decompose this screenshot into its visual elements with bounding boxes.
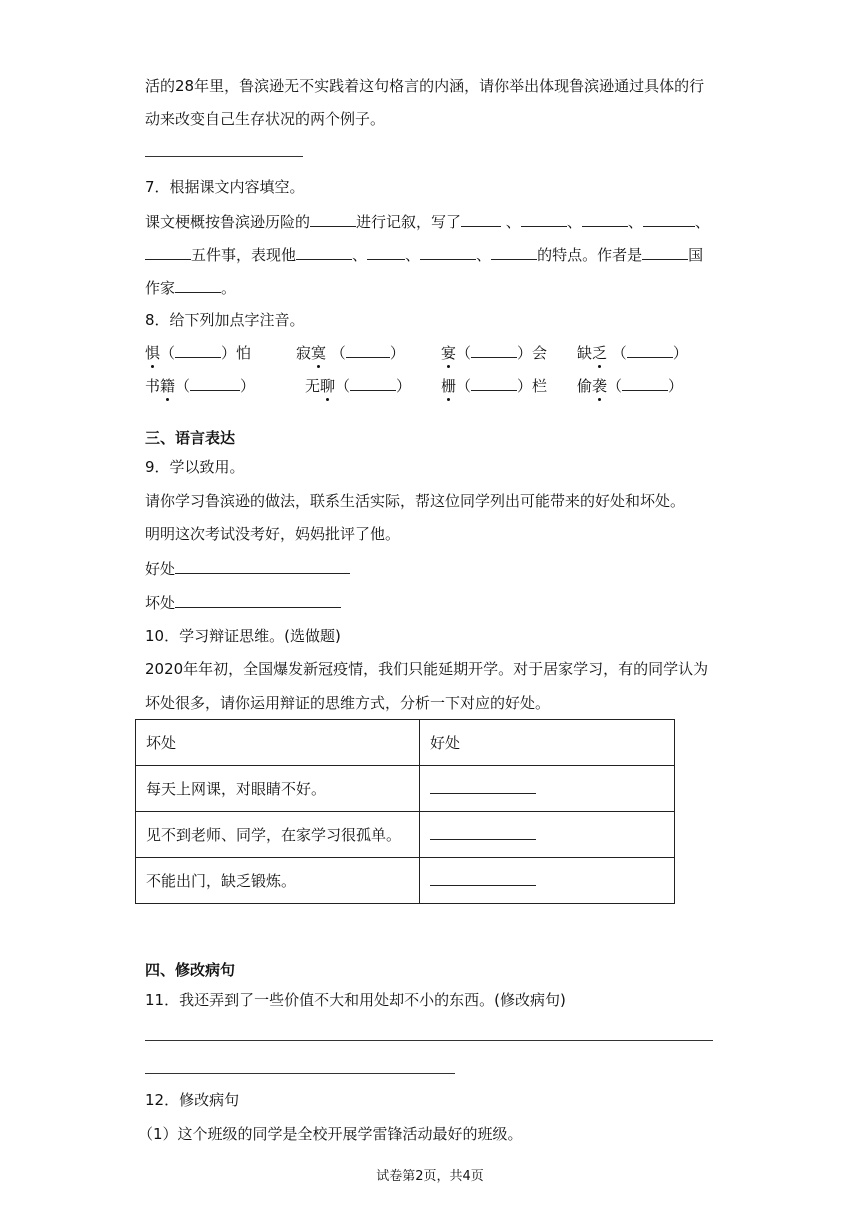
- pinyin-item: [577, 342, 688, 363]
- pinyin-blank[interactable]: [346, 342, 390, 358]
- answer-table: [135, 719, 675, 904]
- answer-cell[interactable]: [420, 858, 675, 904]
- paren: （: [335, 377, 351, 395]
- dotted-char: 宴: [441, 344, 457, 362]
- intro-line-1: 活的28年里，鲁滨逊无不实践着这句格言的内涵，请你举出体现鲁滨逊通过具体的行: [145, 77, 705, 95]
- fill-blank[interactable]: [461, 211, 501, 227]
- table-cell: 见不到老师、同学，在家学习很孤单。: [136, 812, 420, 858]
- pinyin-item: [145, 375, 255, 396]
- paren: （: [456, 377, 472, 395]
- answer-line[interactable]: [145, 1073, 455, 1074]
- q7-line-3: [145, 277, 236, 298]
- pinyin-blank[interactable]: [471, 342, 517, 358]
- q7-text: 作家: [145, 279, 176, 297]
- fill-blank[interactable]: [491, 244, 537, 260]
- char: 偷: [577, 377, 593, 395]
- pinyin-item: [296, 342, 405, 363]
- q7-title: 7．根据课文内容填空。: [145, 178, 305, 196]
- pinyin-blank[interactable]: [627, 342, 673, 358]
- table-cell: 每天上网课，对眼睛不好。: [136, 766, 420, 812]
- section-heading: 四、修改病句: [145, 961, 236, 979]
- q9-text: 请你学习鲁滨逊的做法，联系生活实际，帮这位同学列出可能带来的好处和坏处。: [145, 492, 686, 510]
- fill-blank[interactable]: [145, 244, 191, 260]
- fill-blank[interactable]: [420, 244, 476, 260]
- paren: ）栏: [517, 377, 548, 395]
- paren: ）: [672, 344, 688, 362]
- char: 寂: [296, 344, 312, 362]
- fill-blank[interactable]: [367, 244, 405, 260]
- paren: ）: [668, 377, 684, 395]
- fill-blank[interactable]: [582, 211, 628, 227]
- pinyin-item: [577, 375, 683, 396]
- paren: （: [160, 344, 176, 362]
- table-row: [136, 858, 675, 904]
- bad-label: 坏处: [145, 594, 176, 612]
- table-row: [136, 766, 675, 812]
- pinyin-blank[interactable]: [190, 375, 240, 391]
- q10-text: 坏处很多，请你运用辩证的思维方式，分析一下对应的好处。: [145, 694, 551, 712]
- cell-answer-blank[interactable]: [430, 873, 536, 886]
- q7-text: 。: [221, 279, 237, 297]
- pinyin-item: [145, 342, 251, 363]
- dotted-char: 栅: [441, 377, 457, 395]
- paren: ）怕: [221, 344, 252, 362]
- char: 无: [305, 377, 321, 395]
- section-heading: 三、语言表达: [145, 429, 236, 447]
- answer-cell[interactable]: [420, 766, 675, 812]
- cell-answer-blank[interactable]: [430, 781, 536, 794]
- q7-text: 五件事，表现他: [191, 246, 297, 264]
- pinyin-blank[interactable]: [350, 375, 396, 391]
- paren: ）: [240, 377, 256, 395]
- answer-line[interactable]: [145, 156, 303, 157]
- separator: 、: [694, 213, 710, 231]
- paren: ）会: [517, 344, 548, 362]
- paren: ）: [396, 377, 412, 395]
- cell-answer-blank[interactable]: [430, 827, 536, 840]
- paren: （: [326, 344, 346, 362]
- header-cell: 好处: [420, 720, 675, 766]
- pinyin-blank[interactable]: [471, 375, 517, 391]
- q7-text: 课文梗概按鲁滨逊历险的: [145, 213, 311, 231]
- q7-text: 国: [688, 246, 704, 264]
- paren: （: [175, 377, 191, 395]
- q7-text: 的特点。作者是: [537, 246, 643, 264]
- fill-blank[interactable]: [521, 211, 567, 227]
- table-cell: 不能出门，缺乏锻炼。: [136, 858, 420, 904]
- separator: 、: [405, 246, 421, 264]
- pinyin-item: [441, 375, 547, 396]
- pinyin-blank[interactable]: [622, 375, 668, 391]
- q9-title: 9．学以致用。: [145, 458, 245, 476]
- separator: 、: [501, 213, 521, 231]
- q7-line-1: [145, 211, 710, 232]
- good-label: 好处: [145, 560, 176, 578]
- answer-line[interactable]: [145, 1040, 713, 1041]
- dotted-char: 籍: [160, 377, 176, 395]
- page-footer: 试卷第2页，共4页: [376, 1169, 484, 1184]
- separator: 、: [566, 213, 582, 231]
- char: 书: [145, 377, 161, 395]
- pinyin-item: [441, 342, 547, 363]
- fill-blank[interactable]: [643, 211, 695, 227]
- fill-blank[interactable]: [310, 211, 356, 227]
- q8-title: 8．给下列加点字注音。: [145, 311, 305, 329]
- q9-text: 明明这次考试没考好，妈妈批评了他。: [145, 525, 401, 543]
- q7-text: 进行记叙，写了: [356, 213, 462, 231]
- dotted-char: 惧: [145, 344, 161, 362]
- separator: 、: [627, 213, 643, 231]
- separator: 、: [476, 246, 492, 264]
- dotted-char: 聊: [320, 377, 336, 395]
- answer-cell[interactable]: [420, 812, 675, 858]
- good-answer-blank[interactable]: [175, 558, 350, 574]
- good-row: [145, 558, 350, 579]
- fill-blank[interactable]: [642, 244, 688, 260]
- table-header-row: [136, 720, 675, 766]
- paren: ）: [389, 344, 405, 362]
- q12-item-1: （1）这个班级的同学是全校开展学雷锋活动最好的班级。: [138, 1125, 523, 1143]
- pinyin-item: [305, 375, 411, 396]
- table-row: [136, 812, 675, 858]
- bad-answer-blank[interactable]: [175, 592, 341, 608]
- q12-title: 12．修改病句: [145, 1091, 240, 1109]
- header-cell: 坏处: [136, 720, 420, 766]
- q11-text: 11．我还弄到了一些价值不大和用处却不小的东西。(修改病句): [145, 991, 566, 1009]
- fill-blank[interactable]: [175, 277, 221, 293]
- paren: （: [456, 344, 472, 362]
- bad-row: [145, 592, 341, 613]
- fill-blank[interactable]: [296, 244, 352, 260]
- paren: （: [607, 344, 627, 362]
- dotted-char: 袭: [592, 377, 608, 395]
- pinyin-blank[interactable]: [175, 342, 221, 358]
- intro-line-2: 动来改变自己生存状况的两个例子。: [145, 110, 386, 128]
- char: 缺: [577, 344, 593, 362]
- separator: 、: [352, 246, 368, 264]
- dotted-char: 寞: [311, 344, 327, 362]
- q7-line-2: [145, 244, 703, 265]
- q10-text: 2020年年初，全国爆发新冠疫情，我们只能延期开学。对于居家学习，有的同学认为: [145, 660, 709, 678]
- dotted-char: 乏: [592, 344, 608, 362]
- paren: （: [607, 377, 623, 395]
- q10-title: 10．学习辩证思维。(选做题): [145, 627, 341, 645]
